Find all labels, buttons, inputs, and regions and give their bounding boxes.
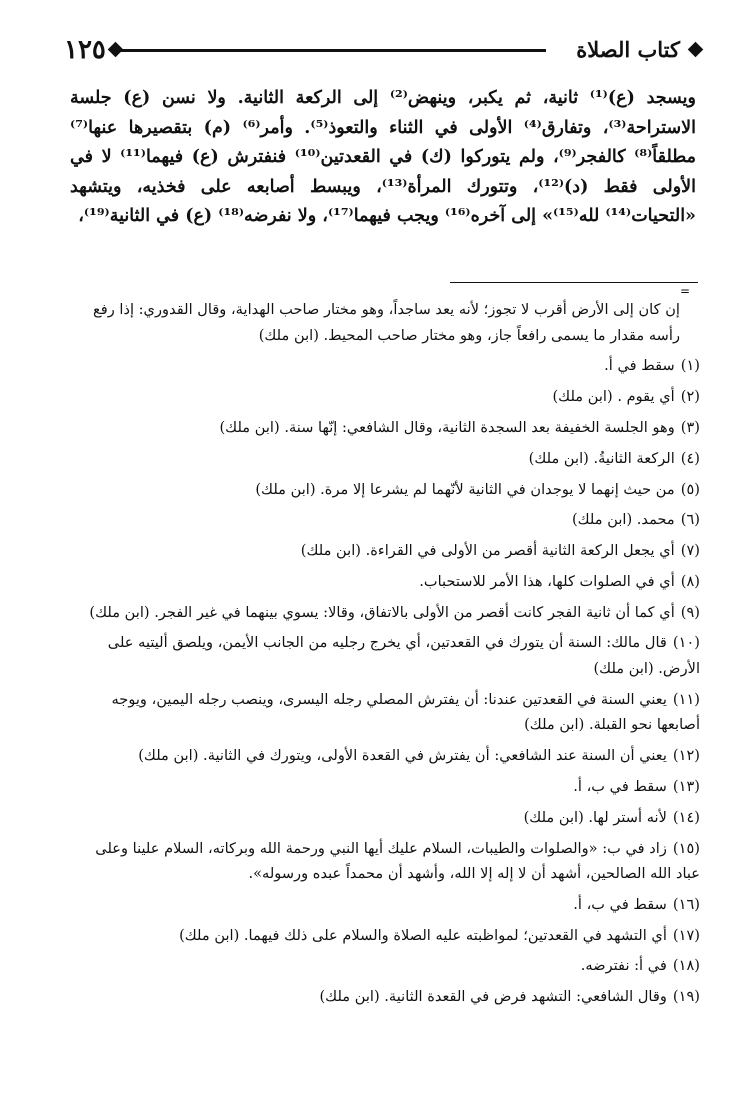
footnote-5 [70,477,700,503]
footnote-text: أي في الصلوات كلها، هذا الأمر للاستحباب. [419,572,675,590]
footnote-19 [70,984,700,1010]
footnote-text: أي كما أن ثانية الفجر كانت أقصر من الأولى بالاتفاق، وقالا: يسوي بينهما في غير الفجر. (ابن ملك) [89,603,675,621]
book-title: كتاب الصلاة [576,37,680,62]
footnote-text: وهو الجلسة الخفيفة بعد السجدة الثانية، وقال الشافعي: إنّها سنة. (ابن ملك) [219,418,675,436]
footnote-text: أي التشهد في القعدتين؛ لمواظبته عليه الصلاة والسلام على ذلك فيهما. (ابن ملك) [179,926,667,944]
footnote-number: (٢) [680,388,700,406]
footnote-text: إن كان إلى الأرض أقرب لا تجوز؛ لأنه يعد ساجداً، وهو مختار صاحب الهداية، وقال القدوري: إذا رفع رأسه مقدار ما يسمى رافعاً جاز، وهو مختار صاحب المحيط. (ابن ملك) [92,301,680,344]
footnote-number: (١٣) [672,777,700,795]
footnote-text: سقط في أ. [604,357,675,375]
footnote-number: (١٧) [672,926,700,944]
footnote-number: (٧) [680,542,700,560]
footnote-number: (١٩) [672,988,700,1006]
footnote-text: وقال الشافعي: التشهد فرض في القعدة الثانية. (ابن ملك) [319,988,667,1006]
main-paragraph: ويسجد (ع)⁽¹⁾ ثانية، ثم يكبر، وينهض⁽²⁾ إلى الركعة الثانية. ولا نسن (ع) جلسة الاستراحة⁽³⁾، وتفارق⁽⁴⁾ الأولى في الثناء والتعوذ⁽⁵⁾. وأمر⁽⁶⁾ (م) بتقصيرها عنها⁽⁷⁾ مطلقاً⁽⁸⁾ كالفجر⁽⁹⁾، ولم يتوركوا (ك) في القعدتين⁽¹⁰⁾ فنفترش (ع) فيهما⁽¹¹⁾ لا في الأولى فقط (د)⁽¹²⁾، وتتورك المرأة⁽¹³⁾، ويبسط أصابعه على فخذيه، ويتشهد «التحيات⁽¹⁴⁾ لله⁽¹⁵⁾» إلى آخره⁽¹⁶⁾ ويجب فيهما⁽¹⁷⁾، ولا نفرضه⁽¹⁸⁾ (ع) في الثانية⁽¹⁹⁾، [70,88,697,226]
footnote-13 [70,774,700,800]
footnote-text: لأنه أستر لها. (ابن ملك) [523,808,667,826]
footnote-number: (١٨) [672,957,700,975]
footnote-continuation-mark: = [680,284,691,298]
footnote-number: (١٢) [672,747,700,765]
footnote-1 [70,353,700,379]
footnote-text: يعني السنة في القعدتين عندنا: أن يفترش المصلي رجله اليسرى، وينصب رجله اليمين، ويوجه أصابعها نحو القبلة. (ابن ملك) [111,690,700,734]
main-text [70,84,696,232]
footnote-18 [70,953,700,979]
footnote-10 [70,630,700,681]
footnotes [70,297,700,1015]
footnote-8 [70,569,700,595]
footnote-number: (٩) [680,603,700,621]
footnote-6 [70,507,700,533]
footnote-number: (٨) [680,572,700,590]
footnote-text: سقط في ب، أ. [573,895,667,913]
page-header [64,34,696,66]
footnote-text: أي يجعل الركعة الثانية أقصر من الأولى في القراءة. (ابن ملك) [300,542,675,560]
footnote-number: (٣) [680,418,700,436]
header-rule [118,49,546,52]
footnote-text: من حيث إنهما لا يوجدان في الثانية لأنّهما لم يشرعا إلا مرة. (ابن ملك) [255,480,675,498]
footnote-number: (٤) [680,449,700,467]
footnote-separator [450,282,698,283]
footnote-number: (١٠) [672,634,700,652]
footnote-number: (١٥) [672,839,700,857]
footnote-15 [70,836,700,887]
footnote-3 [70,415,700,441]
footnote-7 [70,538,700,564]
footnote-text: محمد. (ابن ملك) [571,511,675,529]
footnote-11 [70,687,700,738]
footnote-4 [70,446,700,472]
footnote-14 [70,805,700,831]
footnote-continuation [70,297,700,348]
footnote-number: (١) [680,357,700,375]
footnote-number: (١٦) [672,895,700,913]
footnote-12 [70,743,700,769]
footnote-number: (٥) [680,480,700,498]
footnote-17 [70,923,700,949]
footnote-9 [70,600,700,626]
footnote-text: زاد في ب: «والصلوات والطيبات، السلام عليك أيها النبي ورحمة الله وبركاته، السلام علينا وعلى عباد الله الصالحين، أشهد أن لا إله إلا الله، وأشهد أن محمداً عبده ورسوله». [95,839,700,883]
footnote-2 [70,384,700,410]
footnote-number: (١٤) [672,808,700,826]
footnote-text: الركعة الثانيةُ. (ابن ملك) [528,449,675,467]
footnote-text: قال مالك: السنة أن يتورك في القعدتين، أي يخرج رجليه من الجانب الأيمن، ويلصق أليتيه على الأرض. (ابن ملك) [107,634,700,677]
footnote-text: يعني أن السنة عند الشافعي: أن يفترش في القعدة الأولى، ويتورك في الثانية. (ابن ملك) [138,747,667,765]
footnote-16 [70,892,700,918]
header-diamond-right [688,42,704,58]
footnote-text: في أ: نفترضه. [580,957,667,975]
footnote-number: (٦) [680,511,700,529]
footnote-text: أي يقوم . (ابن ملك) [552,388,675,406]
page-number: ١٢٥ [64,35,106,65]
footnote-text: سقط في ب، أ. [573,777,667,795]
footnote-number: (١١) [672,690,700,708]
